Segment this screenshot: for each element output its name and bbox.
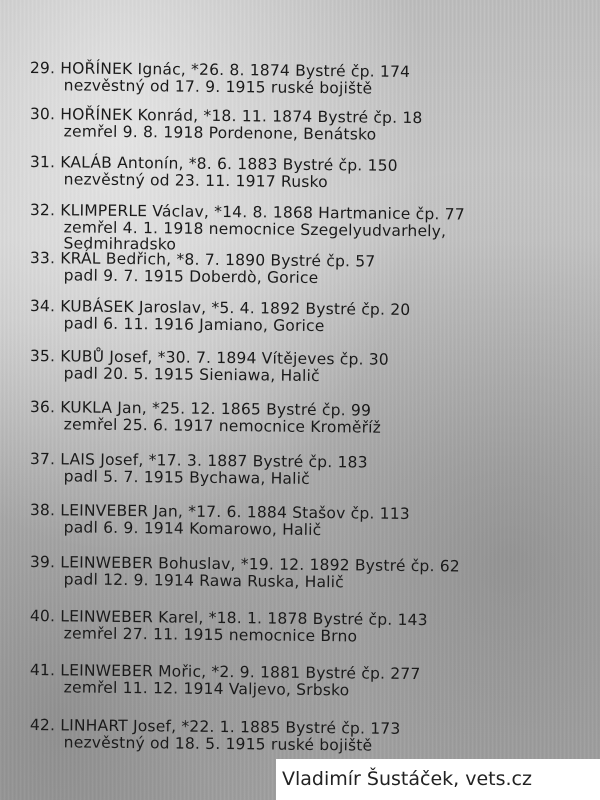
memorial-entry-38 <box>30 502 600 541</box>
memorial-entry-37 <box>30 451 600 490</box>
memorial-entry-40 <box>30 608 600 647</box>
entry-fate: zemřel 11. 12. 1914 Valjevo, Srbsko <box>63 677 350 699</box>
entry-details: Konrád, *18. 11. 1874 Bystré čp. 18 <box>132 106 423 128</box>
entry-number: 32. <box>29 201 56 220</box>
entry-number: 41. <box>29 661 56 680</box>
entry-number: 34. <box>29 297 56 316</box>
entry-fate: nezvěstný od 23. 11. 1917 Rusko <box>63 169 328 191</box>
entry-details: Jaroslav, *5. 4. 1892 Bystré čp. 20 <box>133 298 411 319</box>
entry-number: 30. <box>29 105 56 124</box>
entry-number: 37. <box>29 450 56 469</box>
entry-fate: zemřel 9. 8. 1918 Pordenone, Benátsko <box>63 121 377 144</box>
memorial-entry-36 <box>30 399 600 438</box>
memorial-entry-39 <box>30 554 600 593</box>
entry-surname: LEINWEBER <box>60 553 154 573</box>
entry-number: 39. <box>29 553 56 572</box>
entry-details: Václav, *14. 8. 1868 Hartmanice čp. 77 <box>147 202 465 224</box>
entry-surname: KUKLA <box>60 398 113 417</box>
entry-surname: KLIMPERLE <box>60 201 148 221</box>
memorial-entry-30 <box>30 106 600 145</box>
entry-surname: LAIS <box>60 450 96 469</box>
entry-fate: padl 20. 5. 1915 Sieniawa, Halič <box>63 363 320 385</box>
entry-surname: LEINWEBER <box>60 607 154 627</box>
entry-number: 31. <box>29 153 56 172</box>
entry-number: 36. <box>29 398 56 417</box>
entry-fate: zemřel 4. 1. 1918 nemocnice Szegelyudvarhely, <box>63 217 447 240</box>
memorial-entry-33 <box>30 250 600 289</box>
memorial-entry-29 <box>30 60 600 99</box>
entry-surname: KUBŮ <box>60 347 105 366</box>
memorial-entry-31 <box>30 154 600 193</box>
entry-surname: KUBÁSEK <box>60 297 134 317</box>
entry-number: 33. <box>29 249 56 268</box>
entry-number: 40. <box>29 607 56 626</box>
entry-number: 42. <box>29 716 56 735</box>
entry-number: 35. <box>29 347 56 366</box>
memorial-entry-34 <box>30 298 600 337</box>
memorial-entry-35 <box>30 348 600 387</box>
entry-details: Josef, *22. 1. 1885 Bystré čp. 173 <box>127 717 401 738</box>
entry-fate: zemřel 27. 11. 1915 nemocnice Brno <box>63 623 358 645</box>
entry-number: 38. <box>29 501 56 520</box>
entry-fate: padl 12. 9. 1914 Rawa Ruska, Halič <box>63 569 345 591</box>
entry-fate: padl 5. 7. 1915 Bychawa, Halič <box>63 466 311 488</box>
entry-surname: KRÁL <box>60 249 101 268</box>
entry-surname: KALÁB <box>60 153 113 172</box>
entry-details: Bedřich, *8. 7. 1890 Bystré čp. 57 <box>100 249 376 271</box>
entry-details: Karel, *18. 1. 1878 Bystré čp. 143 <box>152 608 428 630</box>
entry-surname: HOŘÍNEK <box>60 59 133 79</box>
memorial-entry-42 <box>30 717 600 756</box>
entry-fate: padl 6. 11. 1916 Jamiano, Gorice <box>63 313 325 335</box>
entry-fate: padl 9. 7. 1915 Doberdò, Gorice <box>63 265 319 287</box>
entry-fate: nezvěstný od 18. 5. 1915 ruské bojiště <box>63 732 373 755</box>
entry-details: Bohuslav, *19. 12. 1892 Bystré čp. 62 <box>152 554 460 576</box>
entry-details: Antonín, *8. 6. 1883 Bystré čp. 150 <box>111 153 398 175</box>
entry-fate: nezvěstný od 17. 9. 1915 ruské bojiště <box>63 75 373 98</box>
entry-fate-continued: Sedmihradsko <box>63 234 177 254</box>
entry-details: Ignác, *26. 8. 1874 Bystré čp. 174 <box>132 60 411 81</box>
entry-fate: zemřel 25. 6. 1917 nemocnice Kroměříž <box>63 414 382 437</box>
memorial-entry-41 <box>30 662 600 701</box>
entry-surname: HOŘÍNEK <box>60 105 133 125</box>
entry-details: Mořic, *2. 9. 1881 Bystré čp. 277 <box>152 662 421 684</box>
entry-fate: padl 6. 9. 1914 Komarowo, Halič <box>63 517 322 539</box>
entry-surname: LEINVEBER <box>60 501 149 521</box>
entry-details: Jan, *25. 12. 1865 Bystré čp. 99 <box>112 398 372 420</box>
entry-surname: LINHART <box>60 716 128 736</box>
photo-credit: Vladimír Šustáček, vets.cz <box>276 759 600 800</box>
entry-details: Josef, *30. 7. 1894 Vítějeves čp. 30 <box>104 347 390 369</box>
entry-details: Josef, *17. 3. 1887 Bystré čp. 183 <box>95 450 368 472</box>
entry-number: 29. <box>29 59 56 78</box>
entry-details: Jan, *17. 6. 1884 Stašov čp. 113 <box>148 502 410 523</box>
entry-surname: LEINWEBER <box>60 661 154 681</box>
